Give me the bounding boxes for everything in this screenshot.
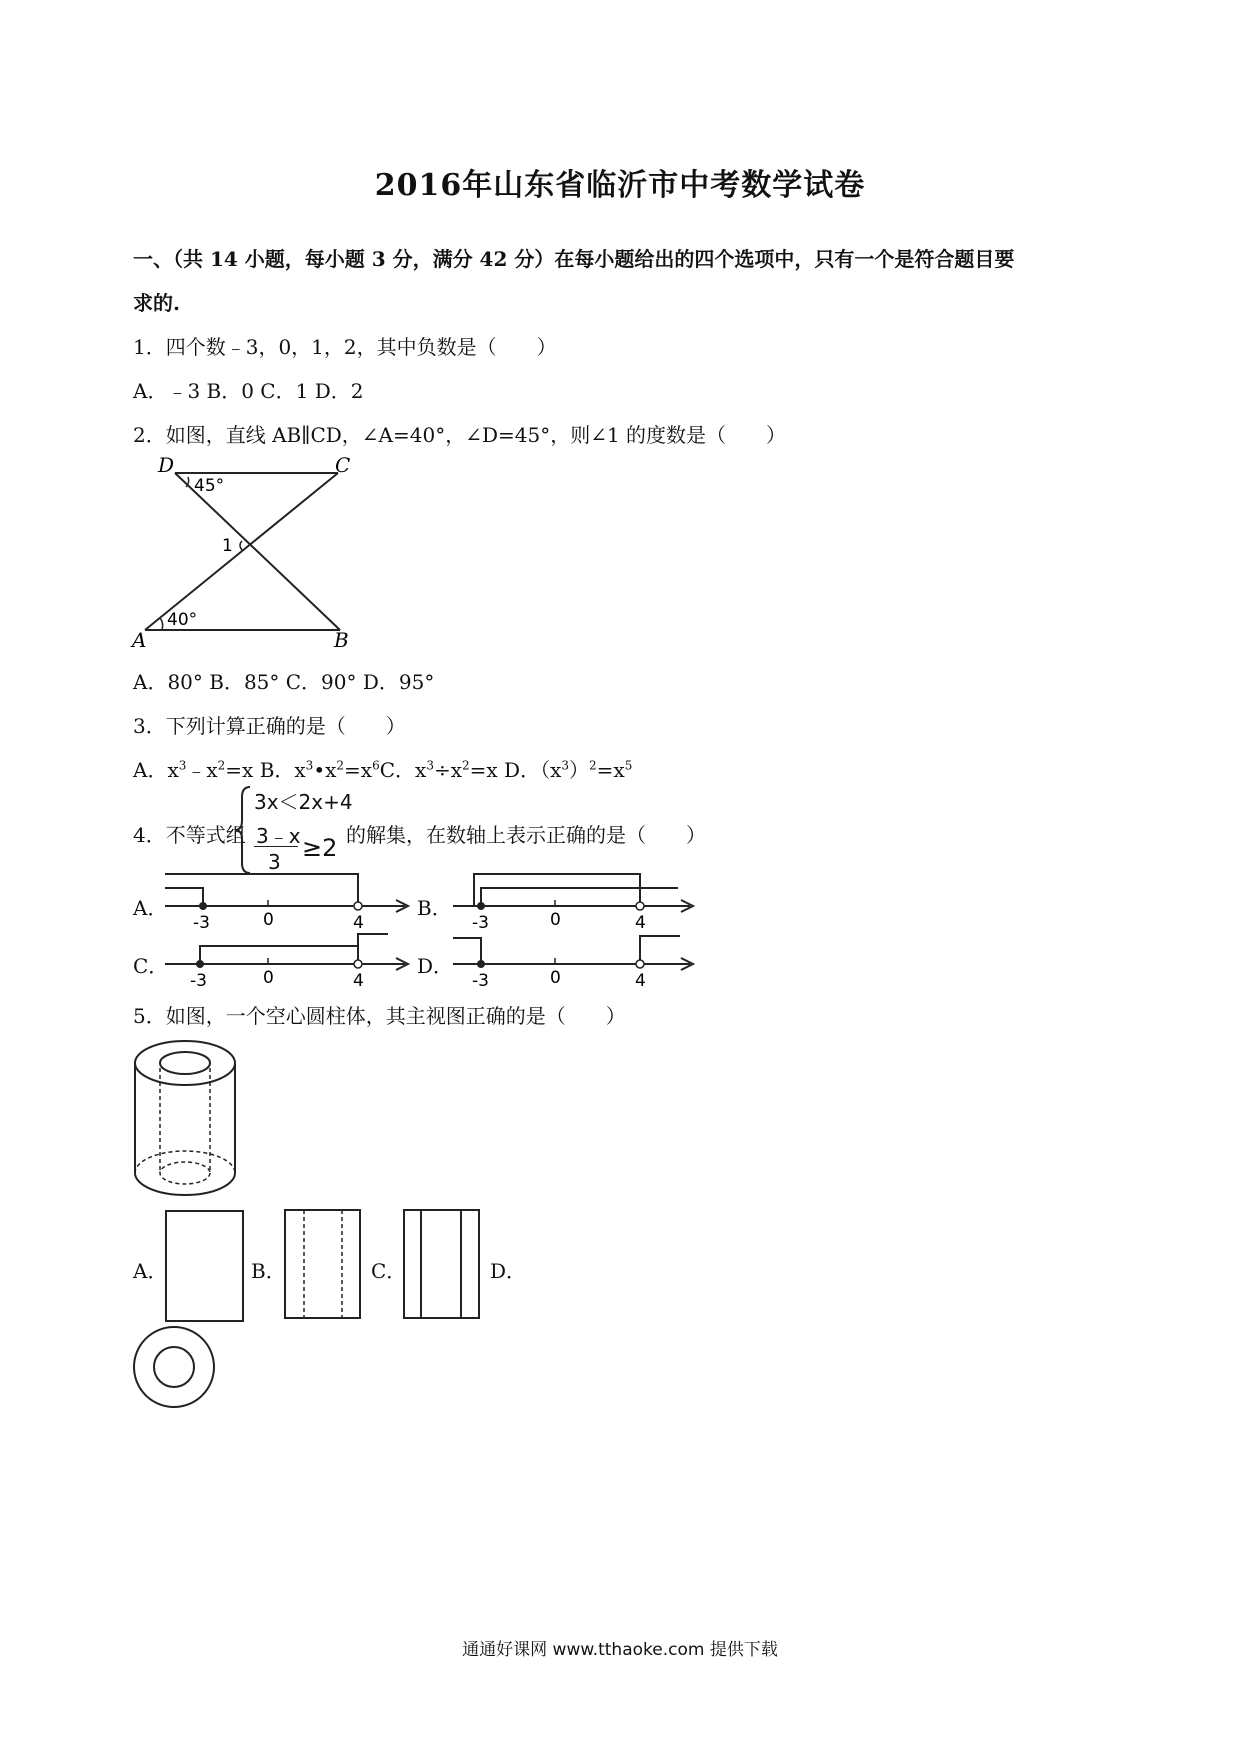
section-header-line1: 一、（共 14 小题，每小题 3 分，满分 42 分）在每小题给出的四个选项中，只有一个是符合题目要 — [133, 247, 1015, 271]
question-2-stem: 2．如图，直线 AB∥CD，∠A=40°，∠D=45°，则∠1 的度数是（ ） — [133, 423, 787, 447]
q5-option-c-label: C． — [371, 1259, 407, 1283]
q4-option-d-label: D． — [417, 954, 454, 978]
point-a-label: A — [132, 628, 147, 652]
question-2-figure — [130, 455, 370, 655]
point-c-label: C — [335, 453, 351, 477]
question-3-stem: 3．下列计算正确的是（ ） — [133, 714, 406, 738]
svg-text:-3: -3 — [190, 971, 207, 991]
question-3-options: A．$x^3﹣x^2=x$ B．$x^3•x^2=x^6C$．$x^3\div x^2=x$ D．$(x^3)^2=x^5$ — [133, 758, 633, 782]
page-title: 2016年山东省临沂市中考数学试卷 — [374, 168, 866, 203]
svg-text:0: 0 — [550, 968, 561, 988]
q5-option-b-label: B． — [251, 1259, 286, 1283]
angle-1-label: 1 — [222, 536, 233, 556]
q5-option-a-rect — [165, 1210, 244, 1322]
q5-option-b-rect — [284, 1209, 364, 1321]
svg-text:-3: -3 — [472, 971, 489, 991]
q5-option-d-annulus — [131, 1325, 221, 1415]
hollow-cylinder-figure — [130, 1038, 250, 1208]
question-1-options: A．﹣3 B．0 C．1 D．2 — [133, 379, 364, 403]
fraction-bar — [254, 846, 298, 847]
q4-option-c-label: C． — [133, 954, 169, 978]
inequality-1: 3x＜2x+4 — [254, 790, 353, 814]
inequality-2-denominator: 3 — [268, 850, 281, 874]
q5-option-a-label: A． — [133, 1259, 168, 1283]
svg-text:4: 4 — [353, 913, 364, 933]
svg-text:4: 4 — [635, 971, 646, 991]
svg-text:-3: -3 — [472, 913, 489, 933]
q4-option-b-label: B． — [417, 896, 452, 920]
svg-text:4: 4 — [635, 913, 646, 933]
svg-text:4: 4 — [353, 971, 364, 991]
number-line-d — [448, 930, 708, 990]
inequality-system-brace — [236, 785, 256, 875]
inequality-2-relation: ≥2 — [302, 834, 338, 862]
page-footer: 通通好课网 www.tthaoke.com 提供下载 — [462, 1640, 778, 1660]
angle-a-label: 40° — [167, 610, 198, 630]
question-5-stem: 5．如图，一个空心圆柱体，其主视图正确的是（ ） — [133, 1004, 626, 1028]
point-d-label: D — [158, 453, 175, 477]
question-4-suffix: 的解集，在数轴上表示正确的是（ ） — [346, 823, 706, 847]
angle-d-label: 45° — [194, 476, 225, 496]
svg-text:0: 0 — [263, 910, 274, 930]
section-header-line2: 求的. — [133, 291, 180, 315]
number-line-a — [160, 872, 420, 932]
q4-option-a-label: A． — [133, 896, 168, 920]
inequality-2-numerator: 3﹣x — [256, 824, 301, 848]
number-line-c — [160, 930, 420, 990]
question-2-options: A．80° B．85° C．90° D．95° — [133, 670, 435, 694]
point-b-label: B — [334, 628, 349, 652]
number-line-b — [448, 872, 708, 932]
svg-text:0: 0 — [263, 968, 274, 988]
q5-option-c-rect — [403, 1209, 483, 1321]
q5-option-d-label: D． — [490, 1259, 527, 1283]
svg-text:-3: -3 — [193, 913, 210, 933]
question-4-prefix: 4．不等式组 — [133, 823, 246, 847]
question-1-stem: 1．四个数﹣3，0，1，2，其中负数是（ ） — [133, 335, 557, 359]
svg-text:0: 0 — [550, 910, 561, 930]
